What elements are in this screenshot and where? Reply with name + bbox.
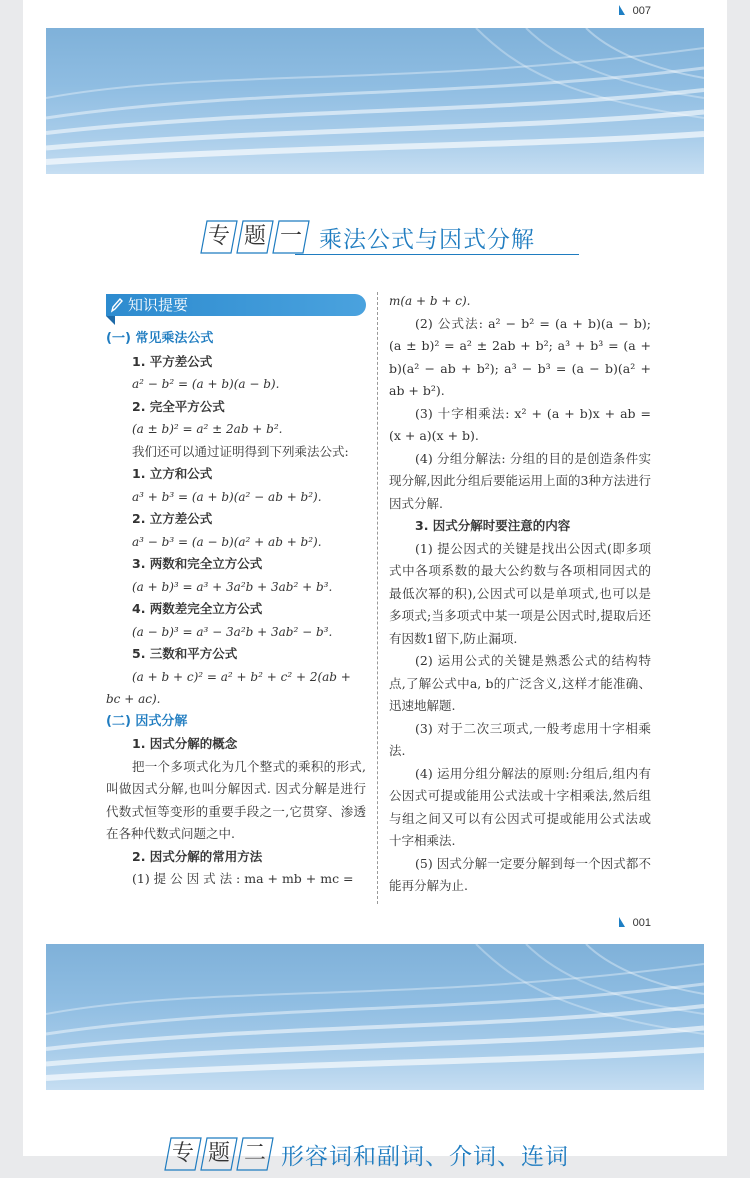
page-number-bottom: 001 <box>619 917 651 929</box>
title-main: 形容词和副词、介词、连词 <box>281 1144 569 1170</box>
marker-triangle-icon <box>619 5 625 15</box>
formula: a³ + b³ = (a + b)(a² − ab + b²). <box>132 489 322 504</box>
title-tag-2: 题 <box>199 1134 239 1174</box>
paragraph: (4) 分组分解法: 分组的目的是创造条件实现分解,因此分组后要能运用上面的3种方法进行因式分解. <box>389 450 651 511</box>
header-banner <box>46 944 704 1090</box>
paragraph: (3) 对于二次三项式,一般考虑用十字相乘法. <box>389 720 651 758</box>
bar-fold <box>106 316 115 325</box>
banner-swirl-graphic <box>46 944 704 1090</box>
chapter-title <box>163 1134 633 1178</box>
chapter-title <box>199 217 585 261</box>
left-column <box>106 294 366 891</box>
sub-heading: 5. 三数和平方公式 <box>132 646 238 661</box>
title-main: 乘法公式与因式分解 <box>319 227 535 253</box>
marker-triangle-icon <box>619 917 625 927</box>
formula: (a + b + c)² = a² + b² + c² + 2(ab + <box>132 669 351 684</box>
formula: (a ± b)² = a² ± 2ab + b². <box>132 422 283 436</box>
page-2 <box>23 938 727 1170</box>
paragraph: (2) 公式法: a² − b² = (a + b)(a − b); (a ± b)² = a² ± 2ab + b²; a³ + b³ = (a + b)(a² − ab + b²); a³ − b³ = (a − b)(a² + ab + b²). <box>389 315 651 398</box>
sub-heading: 2. 因式分解的常用方法 <box>132 848 263 864</box>
paragraph: (3) 十字相乘法: x² + (a + b)x + ab = (x + a)(x + b). <box>389 405 651 443</box>
page-number-top: 007 <box>619 5 651 17</box>
paragraph: (1) 提 公 因 式 法 : ma + mb + mc = <box>132 871 354 886</box>
title-tag-1: 专 <box>163 1134 203 1174</box>
pencil-icon <box>110 297 124 313</box>
sub-heading: 1. 因式分解的概念 <box>132 736 238 751</box>
sub-heading: 3. 两数和完全立方公式 <box>132 556 263 571</box>
formula: (a + b)³ = a³ + 3a²b + 3ab² + b³. <box>132 579 333 594</box>
formula: (a − b)³ = a³ − 3a²b + 3ab² − b³. <box>132 624 333 639</box>
title-underline <box>295 254 579 255</box>
paragraph: m(a + b + c). <box>389 294 471 308</box>
paragraph: (1) 提公因式的关键是找出公因式(即多项式中各项系数的最大公约数与各项相同因式的最低次幂的积),公因式可以是单项式,也可以是多项式;当多项式中某一项是公因式时,提取后还有因数1留下,防止漏项. <box>389 540 651 646</box>
paragraph: (2) 运用公式的关键是熟悉公式的结构特点,了解公式中a, b的广泛含义,这样才能准确、迅速地解题. <box>389 653 651 713</box>
column-divider <box>377 292 378 904</box>
sub-heading: 2. 完全平方公式 <box>132 398 225 414</box>
paragraph: 把一个多项式化为几个整式的乘积的形式,叫做因式分解,也叫分解因式. 因式分解是进行代数式恒等变形的重要手段之一,它贯穿、渗透在各种代数式问题之中. <box>106 758 366 841</box>
paragraph: (5) 因式分解一定要分解到每一个因式都不能再分解为止. <box>389 855 651 893</box>
header-banner <box>46 28 704 174</box>
formula: bc + ac). <box>106 692 161 706</box>
section-heading: (二) 因式分解 <box>106 713 188 729</box>
title-tag-1: 专 <box>199 217 239 257</box>
title-tag-3: 二 <box>235 1134 275 1174</box>
knowledge-bar: 知识提要 <box>106 294 366 316</box>
sub-heading: 4. 两数差完全立方公式 <box>132 601 263 616</box>
sub-heading: 3. 因式分解时要注意的内容 <box>415 518 571 533</box>
paragraph: 我们还可以通过证明得到下列乘法公式: <box>132 443 349 459</box>
sub-heading: 1. 平方差公式 <box>132 353 213 369</box>
formula: a³ − b³ = (a − b)(a² + ab + b²). <box>132 534 322 549</box>
banner-swirl-graphic <box>46 28 704 174</box>
title-tag-3: 一 <box>271 217 311 257</box>
section-heading: (一) 常见乘法公式 <box>106 331 214 346</box>
formula: a² − b² = (a + b)(a − b). <box>132 377 280 391</box>
sub-heading: 1. 立方和公式 <box>132 466 213 481</box>
paragraph: (4) 运用分组分解法的原则:分组后,组内有公因式可提或能用公式法或十字相乘法,然后组与组之间又可以有公因式可提或能用公式法或十字相乘法. <box>389 765 651 848</box>
page-1 <box>23 0 727 938</box>
sub-heading: 2. 立方差公式 <box>132 511 213 526</box>
right-column <box>389 290 651 898</box>
title-tag-2: 题 <box>235 217 275 257</box>
